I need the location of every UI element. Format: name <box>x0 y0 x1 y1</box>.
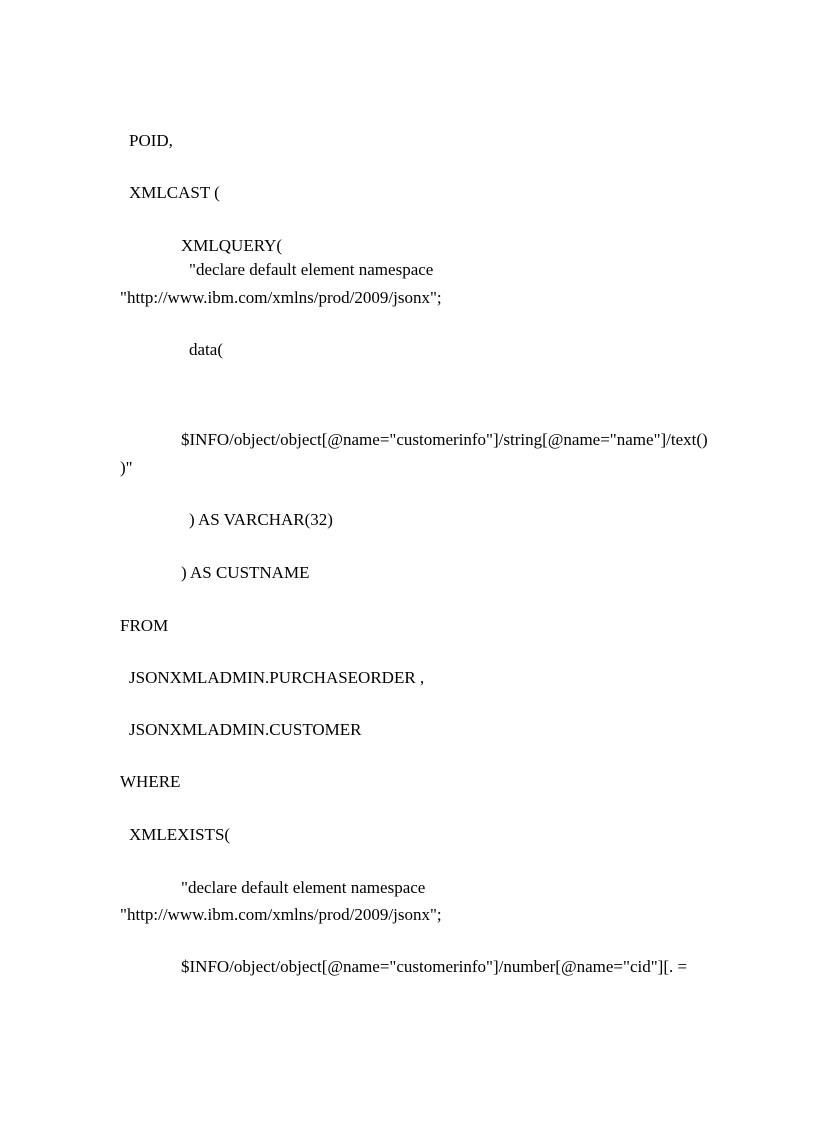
code-line: XMLEXISTS( <box>129 825 231 844</box>
code-line: JSONXMLADMIN.CUSTOMER <box>129 720 362 739</box>
code-line: ) AS VARCHAR(32) <box>189 510 333 529</box>
code-line: $INFO/object/object[@name="customerinfo"]/number[@name="cid"][. = <box>181 957 688 976</box>
code-line: ) AS CUSTNAME <box>181 563 310 582</box>
code-line: WHERE <box>120 772 181 791</box>
code-line: POID, <box>129 131 173 150</box>
code-line: XMLQUERY( <box>181 236 283 255</box>
code-line: $INFO/object/object[@name="customerinfo"]/string[@name="name"]/text() <box>181 430 708 449</box>
code-line: JSONXMLADMIN.PURCHASEORDER , <box>129 668 425 687</box>
code-line: FROM <box>120 616 169 635</box>
code-line: "declare default element namespace <box>181 878 426 897</box>
code-line: )" <box>120 458 133 477</box>
code-line: "http://www.ibm.com/xmlns/prod/2009/jsonx"; <box>120 905 442 924</box>
code-line: data( <box>189 340 223 359</box>
code-line: XMLCAST ( <box>129 183 220 202</box>
code-line: "http://www.ibm.com/xmlns/prod/2009/jsonx"; <box>120 288 442 307</box>
code-line: "declare default element namespace <box>189 260 434 279</box>
